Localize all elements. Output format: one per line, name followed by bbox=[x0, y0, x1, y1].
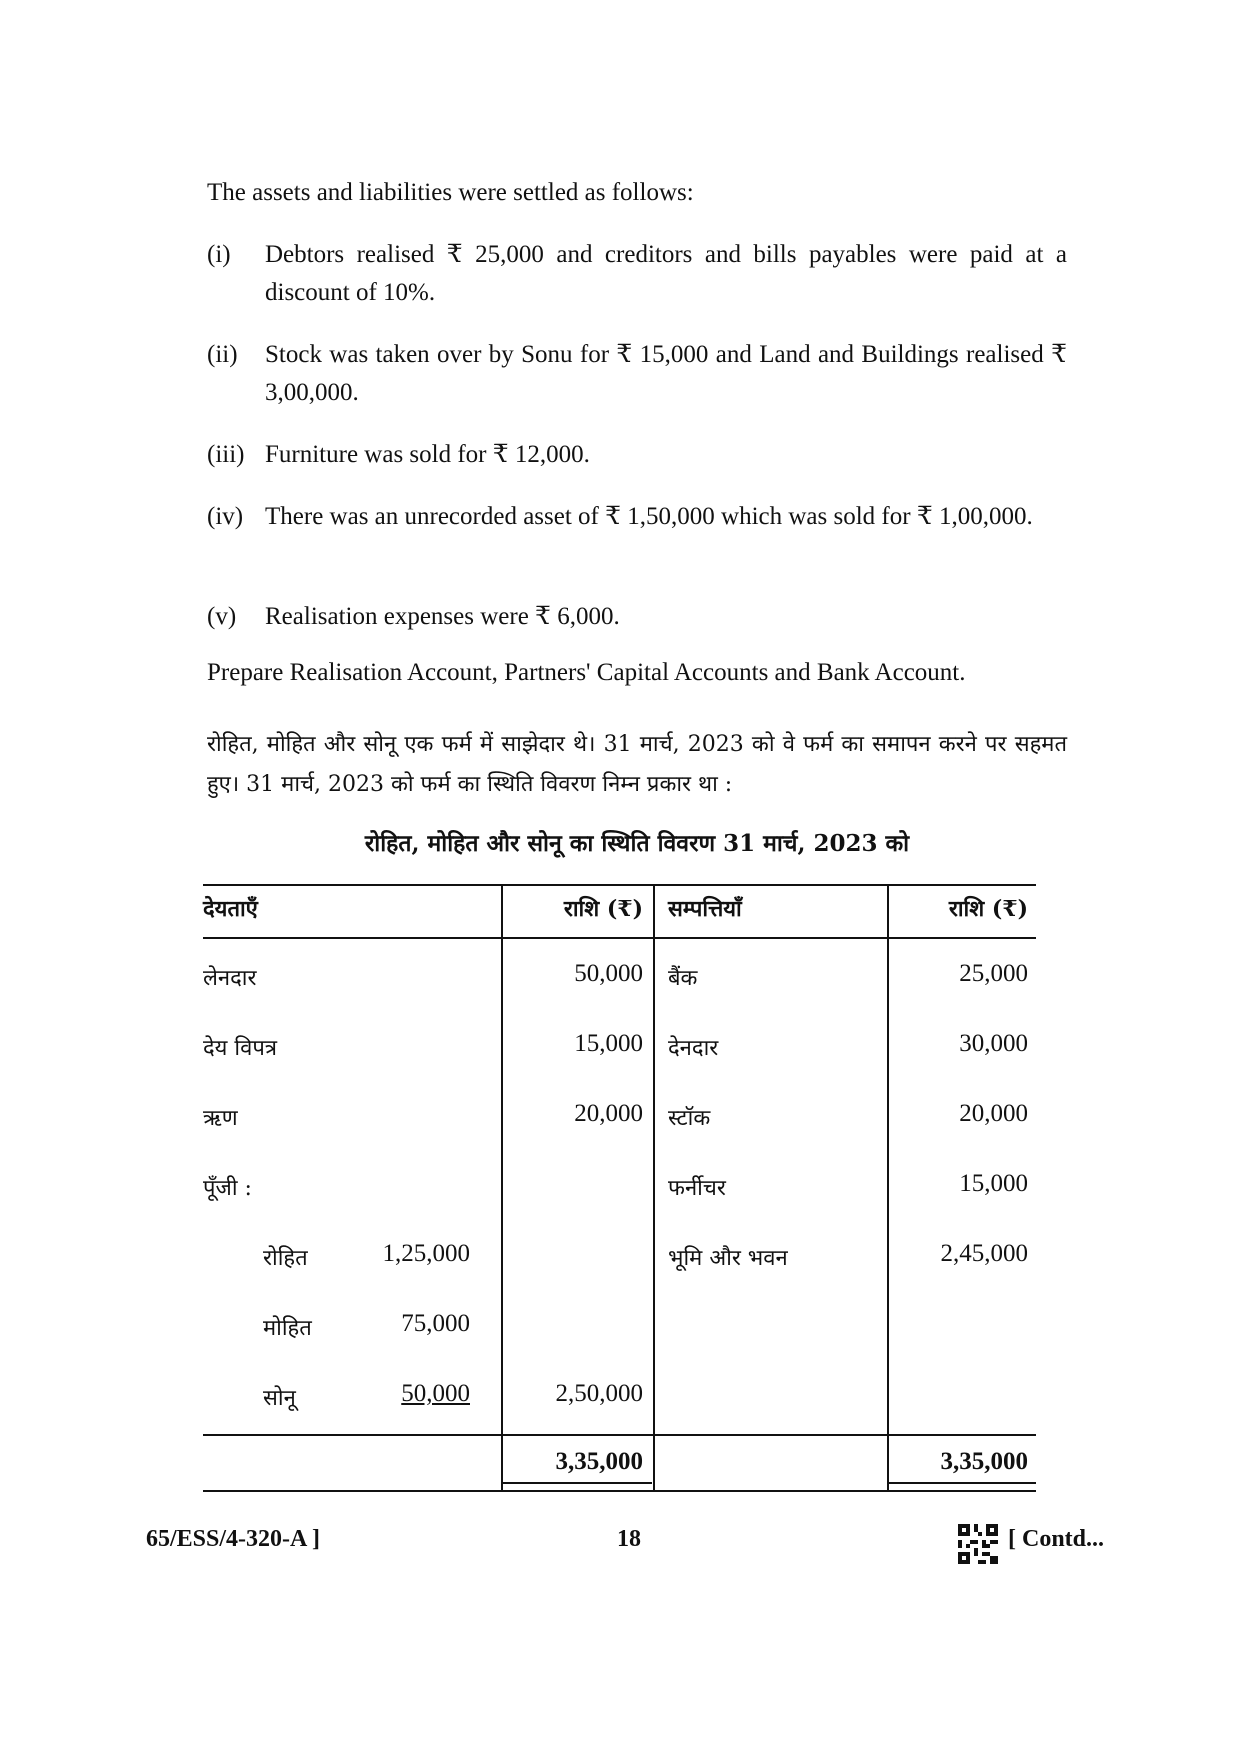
item-text: There was an unrecorded asset of ₹ 1,50,000 which was sold for ₹ 1,00,000. bbox=[265, 503, 1033, 530]
item-text: Furniture was sold for ₹ 12,000. bbox=[265, 441, 590, 468]
header-liabilities: देयताएँ bbox=[203, 896, 258, 922]
capital-total: 2,50,000 bbox=[555, 1380, 643, 1407]
total-liabilities: 3,35,000 bbox=[555, 1448, 643, 1475]
item-number: (ii) bbox=[207, 341, 238, 368]
list-item bbox=[207, 436, 1067, 474]
item-number: (iii) bbox=[207, 441, 245, 468]
page-number: 18 bbox=[617, 1526, 641, 1552]
asset-amount: 20,000 bbox=[959, 1100, 1028, 1127]
asset-amount: 2,45,000 bbox=[940, 1240, 1028, 1267]
intro-text: The assets and liabilities were settled as follows: bbox=[207, 179, 694, 206]
header-amount: राशि (₹) bbox=[563, 896, 643, 922]
list-item bbox=[207, 336, 1067, 412]
item-text: Debtors realised ₹ 25,000 and creditors and bills payables were paid at a discount of 10%. bbox=[265, 241, 1067, 306]
liability-label: ऋण bbox=[203, 1106, 238, 1131]
contd-label: [ Contd... bbox=[1008, 1526, 1105, 1552]
partner-capital bbox=[340, 1380, 470, 1408]
capital-heading: पूँजी : bbox=[203, 1176, 252, 1201]
list-item bbox=[207, 236, 1067, 312]
asset-amount: 15,000 bbox=[959, 1170, 1028, 1197]
list-item bbox=[207, 498, 1067, 536]
table-top-rule bbox=[203, 884, 1036, 886]
liability-amount: 20,000 bbox=[574, 1100, 643, 1127]
asset-label: बैंक bbox=[668, 966, 698, 991]
liability-amount: 50,000 bbox=[574, 960, 643, 987]
qr-code-icon bbox=[958, 1524, 998, 1564]
item-number: (i) bbox=[207, 241, 231, 268]
asset-label: देनदार bbox=[668, 1036, 719, 1061]
item-text: Stock was taken over by Sonu for ₹ 15,000 and Land and Buildings realised ₹ 3,00,000. bbox=[265, 341, 1067, 406]
instruction-text: Prepare Realisation Account, Partners' Capital Accounts and Bank Account. bbox=[207, 659, 966, 686]
header-assets: सम्पत्तियाँ bbox=[668, 896, 742, 922]
total-top-rule bbox=[203, 1434, 1036, 1436]
col-divider bbox=[887, 884, 889, 1492]
asset-label: स्टॉक bbox=[668, 1106, 711, 1131]
partner-capital: 75,000 bbox=[401, 1310, 470, 1337]
partner-capital-value: 50,000 bbox=[401, 1380, 470, 1407]
table-bottom-rule bbox=[203, 1490, 1036, 1492]
total-double-rule-right bbox=[888, 1482, 1036, 1484]
hindi-paragraph: रोहित, मोहित और सोनू एक फर्म में साझेदार थे। 31 मार्च, 2023 को वे फर्म का समापन करने पर सहमत हुए। 31 मार्च, 2023 को फर्म का स्थिति विवरण निम्न प्रकार था : bbox=[207, 732, 1067, 797]
asset-amount: 30,000 bbox=[959, 1030, 1028, 1057]
table-title: रोहित, मोहित और सोनू का स्थिति विवरण 31 मार्च, 2023 को bbox=[364, 830, 910, 857]
partner-name: मोहित bbox=[263, 1316, 312, 1341]
partner-name: रोहित bbox=[263, 1246, 308, 1271]
header-bottom-rule bbox=[203, 937, 1036, 939]
paper-code: 65/ESS/4-320-A ] bbox=[146, 1526, 321, 1552]
liability-amount: 15,000 bbox=[574, 1030, 643, 1057]
liability-label: लेनदार bbox=[203, 966, 257, 991]
partner-capital: 1,25,000 bbox=[382, 1240, 470, 1267]
header-amount: राशि (₹) bbox=[948, 896, 1028, 922]
list-item bbox=[207, 598, 1067, 636]
item-text: Realisation expenses were ₹ 6,000. bbox=[265, 603, 620, 630]
col-divider bbox=[653, 884, 655, 1492]
col-divider bbox=[501, 884, 503, 1492]
total-double-rule-left bbox=[502, 1482, 652, 1484]
total-assets: 3,35,000 bbox=[940, 1448, 1028, 1475]
liability-label: देय विपत्र bbox=[203, 1036, 278, 1061]
asset-amount: 25,000 bbox=[959, 960, 1028, 987]
item-number: (v) bbox=[207, 603, 237, 630]
asset-label: फर्नीचर bbox=[668, 1176, 726, 1201]
item-number: (iv) bbox=[207, 503, 244, 530]
partner-name: सोनू bbox=[263, 1386, 296, 1411]
asset-label: भूमि और भवन bbox=[668, 1246, 788, 1271]
